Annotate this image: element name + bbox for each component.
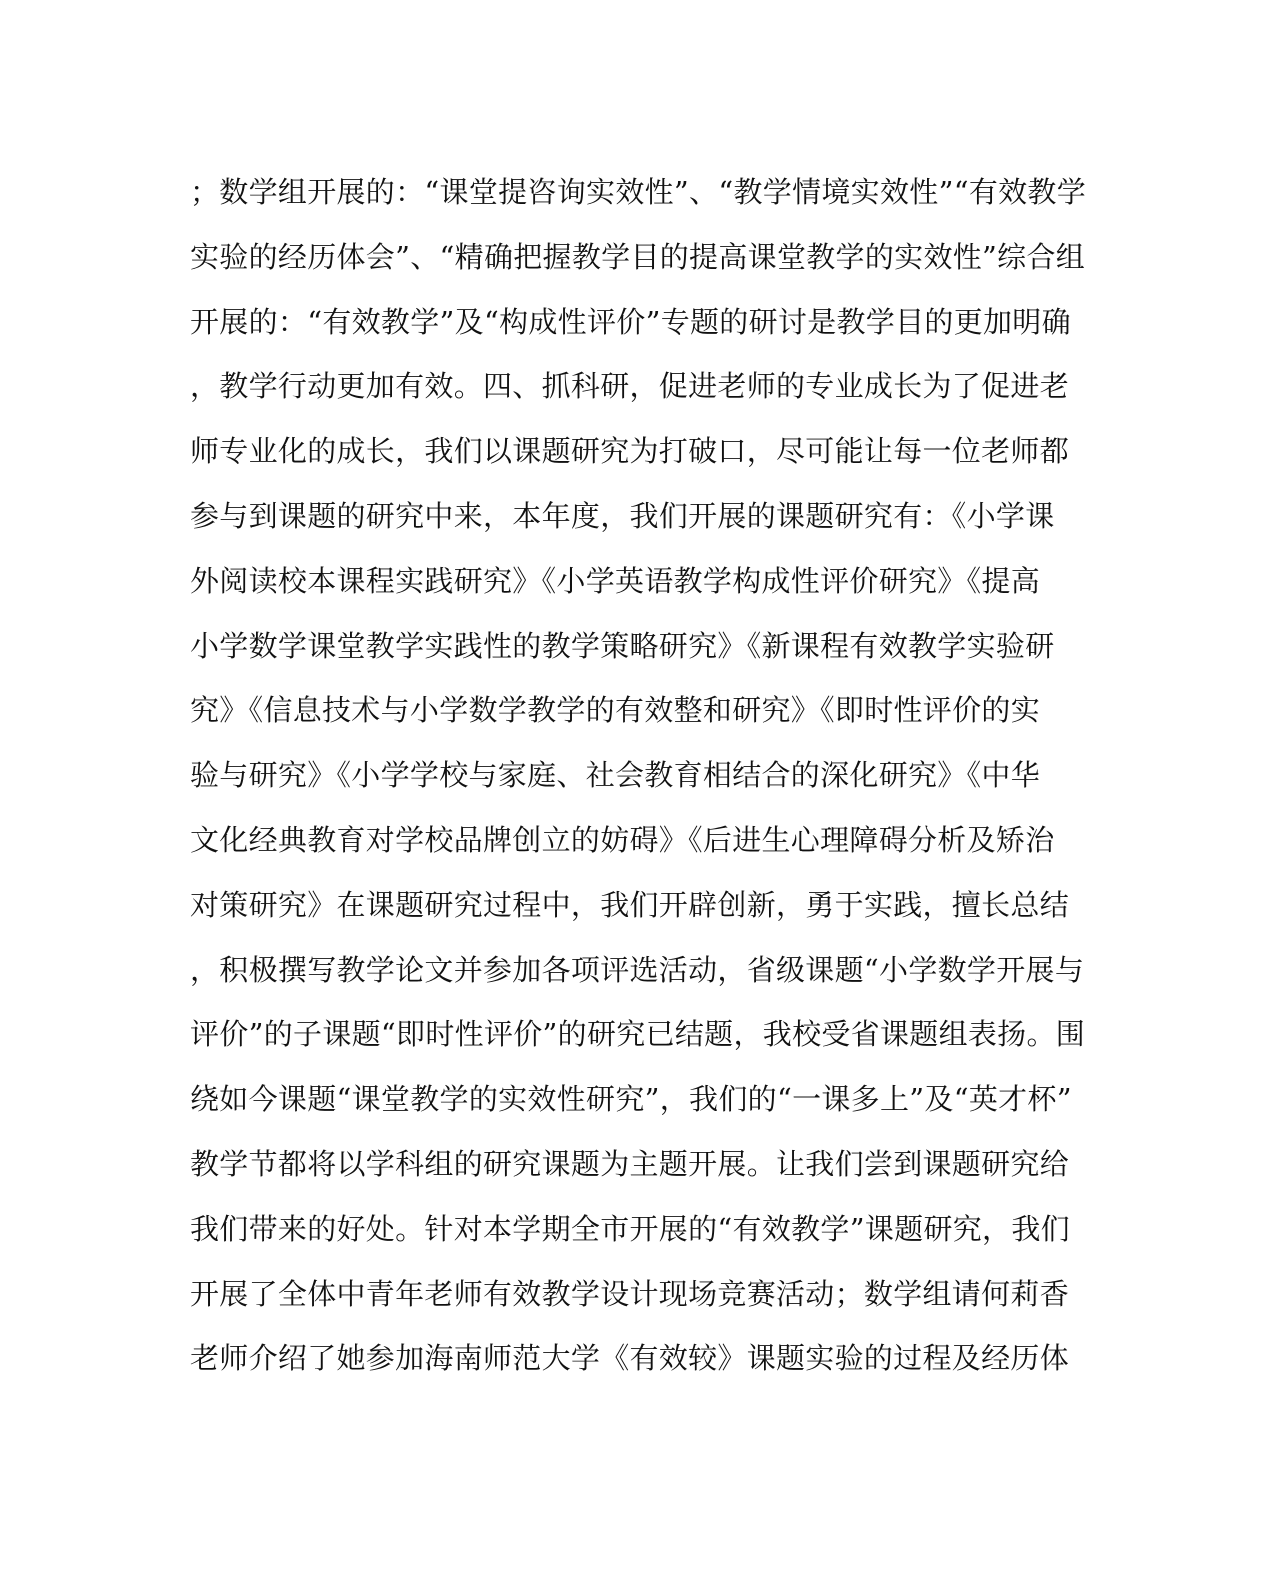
text-line: ，教学行动更加有效。四、抓科研，促进老师的专业成长为了促进老: [190, 369, 1070, 404]
text-line: 开展的：“有效教学”及“构成性评价”专题的研讨是教学目的更加明确: [190, 304, 1071, 339]
text-line: 老师介绍了她参加海南师范大学《有效较》课题实验的过程及经历体: [190, 1341, 1070, 1376]
text-line: 绕如今课题“课堂教学的实效性研究”，我们的“一课多上”及“英才杯”: [190, 1082, 1072, 1117]
text-line: 小学数学课堂教学实践性的教学策略研究》《新课程有效教学实验研: [190, 628, 1055, 663]
text-line: 教学节都将以学科组的研究课题为主题开展。让我们尝到课题研究给: [190, 1146, 1070, 1181]
body-text: [190, 160, 1087, 1391]
text-line: 开展了全体中青年老师有效教学设计现场竞赛活动；数学组请何莉香: [190, 1276, 1070, 1311]
text-line: ；数学组开展的：“课堂提咨询实效性”、“教学情境实效性”“有效教学: [190, 175, 1087, 209]
text-line: 实验的经历体会”、“精确把握教学目的提高课堂教学的实效性”综合组: [190, 239, 1086, 274]
text-line: 师专业化的成长，我们以课题研究为打破口，尽可能让每一位老师都: [190, 434, 1070, 469]
text-line: 我们带来的好处。针对本学期全市开展的“有效教学”课题研究，我们: [190, 1211, 1070, 1246]
text-line: 文化经典教育对学校品牌创立的妨碍》《后进生心理障碍分析及矫治: [190, 822, 1055, 857]
text-line: 验与研究》《小学学校与家庭、社会教育相结合的深化研究》《中华: [190, 758, 1041, 793]
text-line: 对策研究》在课题研究过程中，我们开辟创新，勇于实践，擅长总结: [190, 887, 1070, 922]
text-line: ，积极撰写教学论文并参加各项评选活动，省级课题“小学数学开展与: [190, 952, 1085, 987]
text-line: 评价”的子课题“即时性评价”的研究已结题，我校受省课题组表扬。围: [190, 1017, 1086, 1052]
text-line: 外阅读校本课程实践研究》《小学英语教学构成性评价研究》《提高: [190, 563, 1041, 598]
text-line: 究》《信息技术与小学数学教学的有效整和研究》《即时性评价的实: [190, 693, 1041, 728]
text-line: 参与到课题的研究中来，本年度，我们开展的课题研究有：《小学课: [190, 498, 1055, 533]
